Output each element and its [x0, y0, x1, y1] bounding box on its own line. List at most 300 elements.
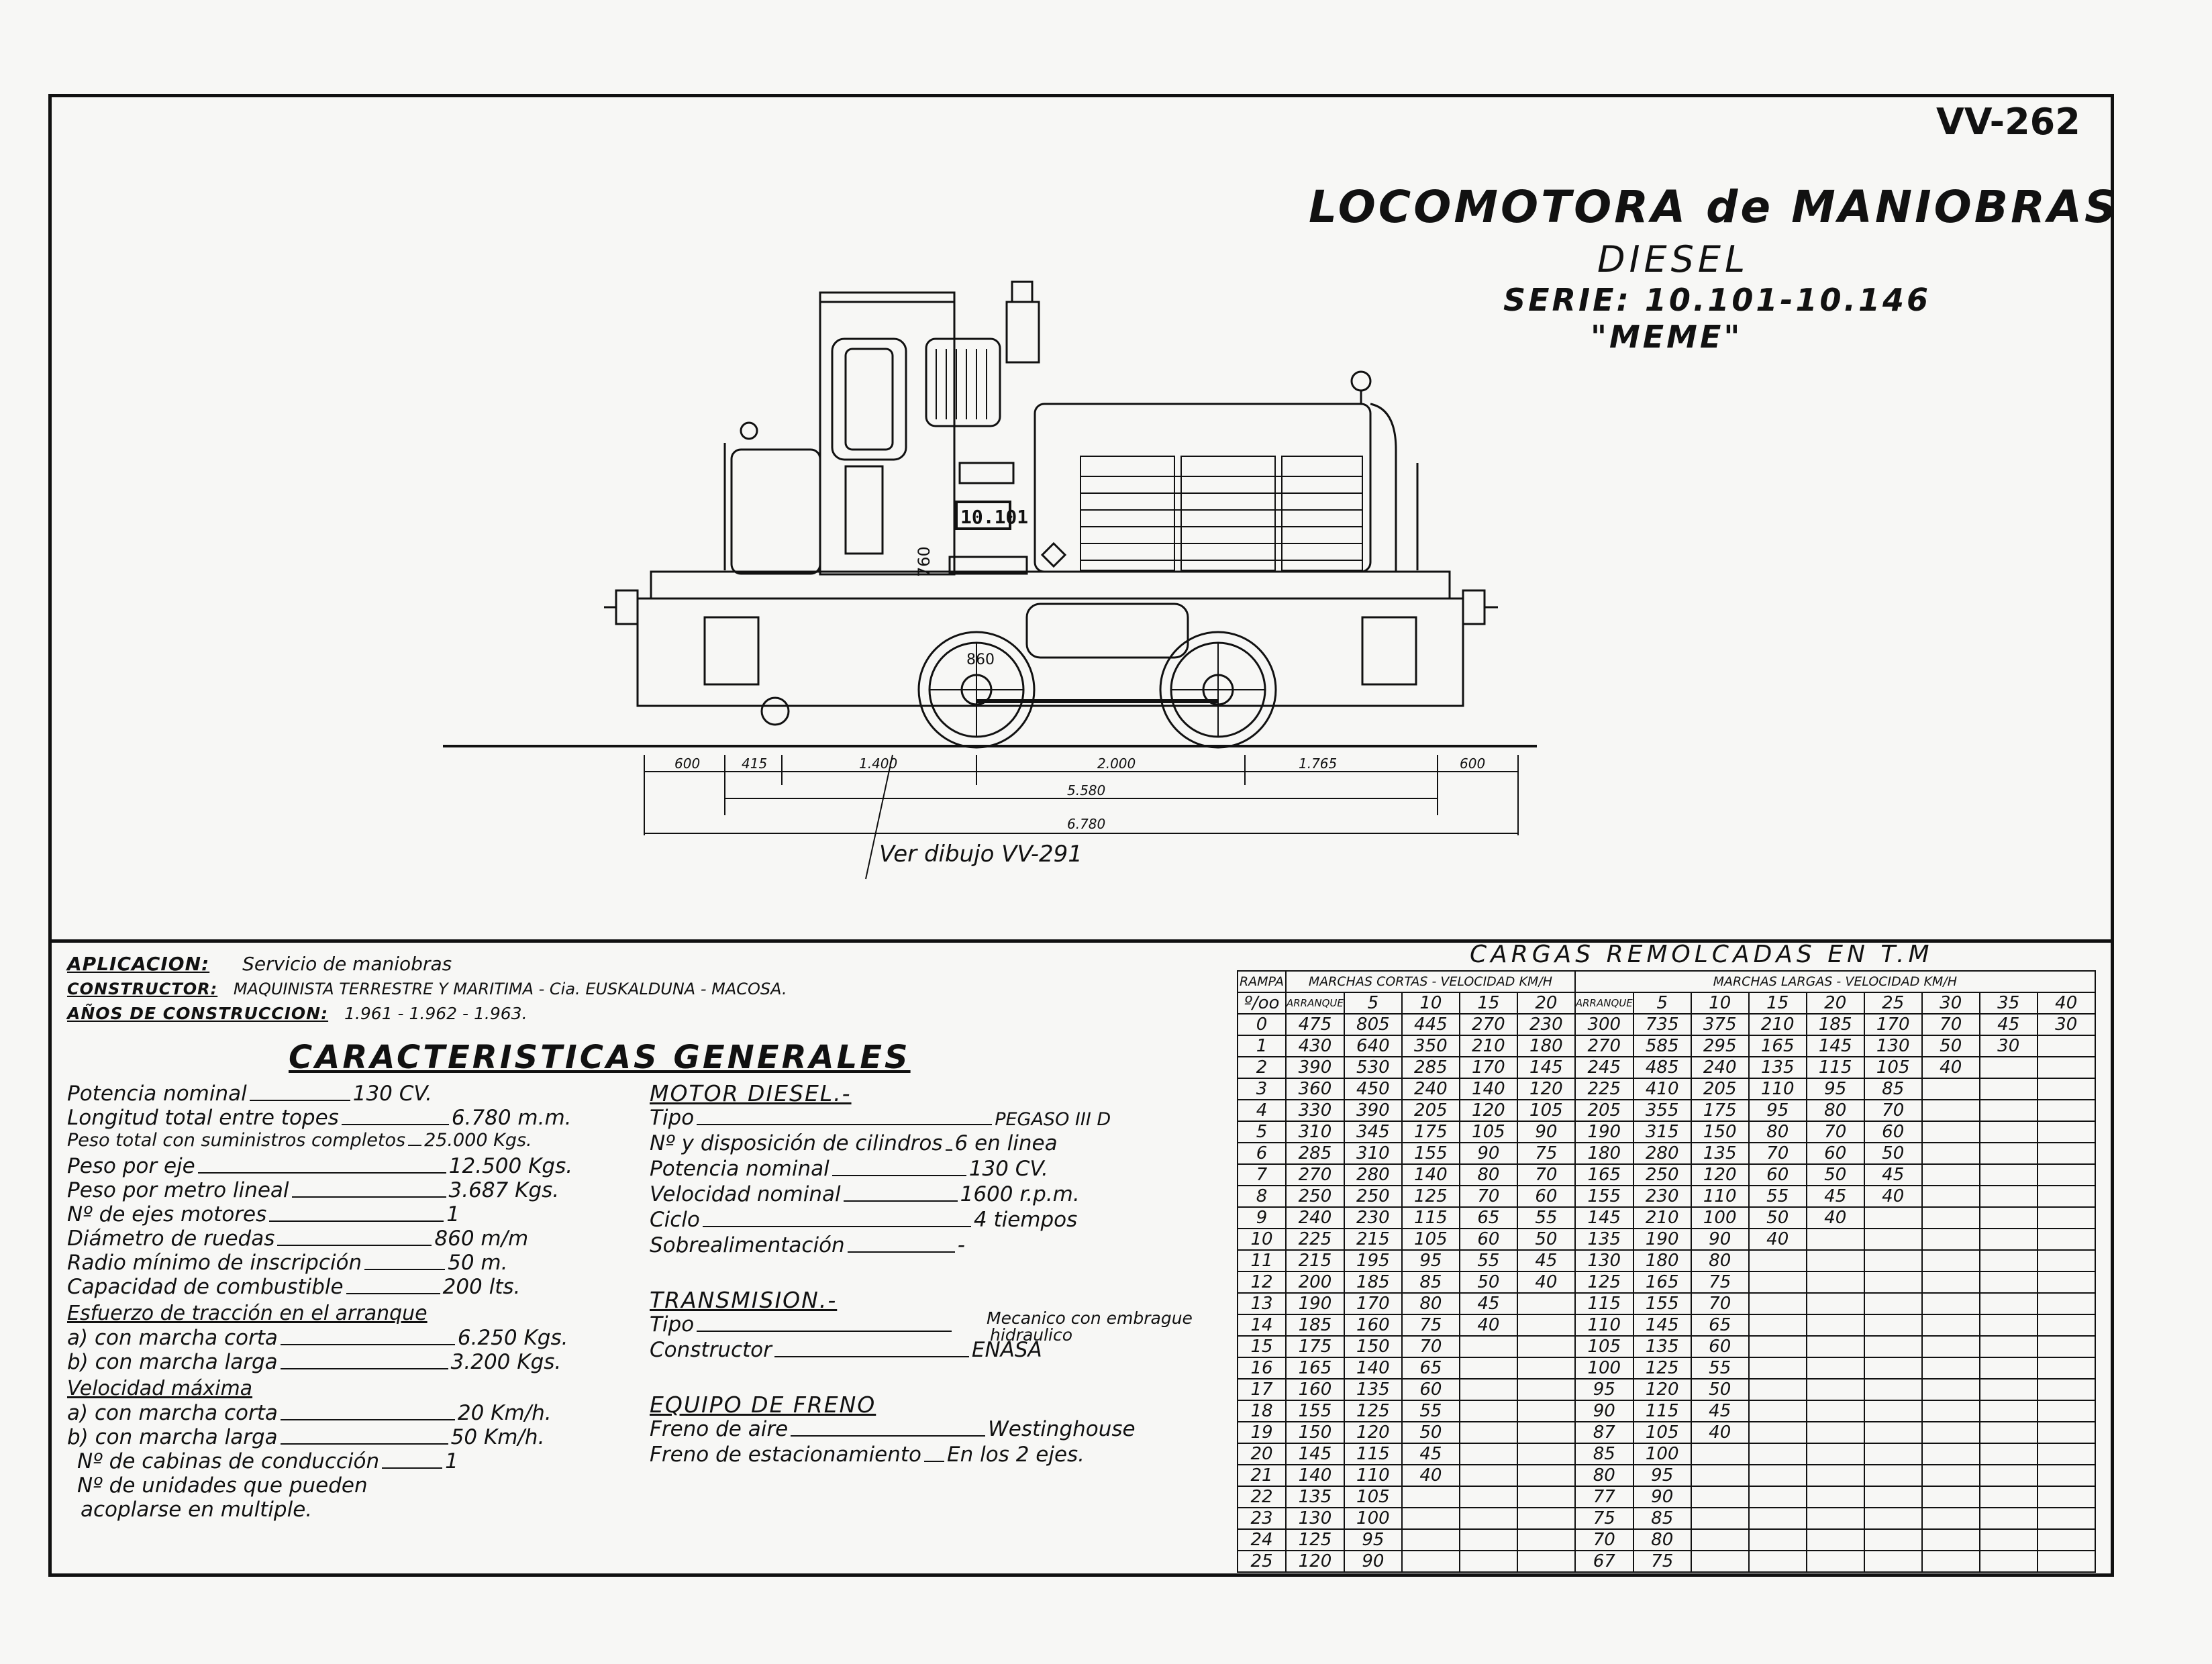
carga-cell: 130 — [1286, 1508, 1344, 1529]
carga-cell: 120 — [1286, 1551, 1344, 1572]
cargas-row — [1238, 1057, 2095, 1078]
cargas-row — [1238, 1336, 2095, 1357]
carga-cell: 85 — [1864, 1078, 1922, 1100]
carga-cell: 40 — [1749, 1229, 1807, 1250]
carga-cell: 90 — [1517, 1121, 1575, 1143]
carga-cell — [1807, 1465, 1864, 1486]
carga-cell — [1922, 1486, 1980, 1508]
carga-cell — [2038, 1271, 2095, 1293]
carga-cell: 130 — [1575, 1250, 1633, 1271]
freno-title: EQUIPO DE FRENO — [650, 1392, 876, 1418]
carga-cell — [1980, 1357, 2038, 1379]
carga-cell — [1749, 1357, 1807, 1379]
carga-cell: 150 — [1691, 1121, 1749, 1143]
rampa-cell: 22 — [1238, 1486, 1286, 1508]
cargas-table — [1237, 970, 2096, 1573]
largas-col-header: 25 — [1864, 992, 1922, 1014]
spec-row: b) con marcha larga 50 Km/h. — [67, 1425, 545, 1449]
carga-cell: 55 — [1460, 1250, 1517, 1271]
rampa-cell: 24 — [1238, 1529, 1286, 1551]
rampa-cell: 4 — [1238, 1100, 1286, 1121]
carga-cell: 90 — [1691, 1229, 1749, 1250]
carga-cell: 375 — [1691, 1014, 1749, 1035]
carga-cell — [1749, 1400, 1807, 1422]
cab-height-label: 760 — [915, 546, 934, 577]
carga-cell: 135 — [1633, 1336, 1691, 1357]
carga-cell — [1980, 1078, 2038, 1100]
carga-cell — [1807, 1443, 1864, 1465]
carga-cell — [1691, 1486, 1749, 1508]
carga-cell: 70 — [1460, 1186, 1517, 1207]
title-series: SERIE: 10.101-10.146 — [1503, 282, 1931, 318]
cargas-row — [1238, 1186, 2095, 1207]
motor-row: Potencia nominal 130 CV. — [650, 1157, 1048, 1181]
cargas-row — [1238, 1250, 2095, 1271]
locomotive-drawing — [436, 255, 1544, 892]
carga-cell — [1691, 1443, 1749, 1465]
aplicacion-value: Servicio de maniobras — [242, 953, 452, 975]
carga-cell: 225 — [1286, 1229, 1344, 1250]
cortas-col-header: 20 — [1517, 992, 1575, 1014]
carga-cell — [1517, 1508, 1575, 1529]
carga-cell — [1517, 1465, 1575, 1486]
carga-cell — [1807, 1529, 1864, 1551]
carga-cell — [1517, 1422, 1575, 1443]
carga-cell: 87 — [1575, 1422, 1633, 1443]
carga-cell — [1402, 1508, 1460, 1529]
carga-cell: 105 — [1517, 1100, 1575, 1121]
rampa-cell: 23 — [1238, 1508, 1286, 1529]
carga-cell: 115 — [1575, 1293, 1633, 1314]
transmision-tipo-value-2: hidraulico — [990, 1325, 1073, 1345]
transmision-tipo-value-1: Mecanico con embrague — [987, 1308, 1193, 1328]
number-plate-text: 10.101 — [960, 506, 1029, 528]
spec-row: Radio mínimo de inscripción 50 m. — [67, 1251, 508, 1275]
largas-col-header: 40 — [2038, 992, 2095, 1014]
carga-cell — [1922, 1186, 1980, 1207]
cargas-row — [1238, 1271, 2095, 1293]
carga-cell — [1980, 1465, 2038, 1486]
multiple-line-2: acoplarse en multiple. — [81, 1498, 313, 1522]
carga-cell: 40 — [1402, 1465, 1460, 1486]
carga-cell: 185 — [1286, 1314, 1344, 1336]
rampa-cell: 25 — [1238, 1551, 1286, 1572]
cortas-label: MARCHAS CORTAS - VELOCIDAD KM/H — [1286, 971, 1575, 992]
carga-cell: 120 — [1460, 1100, 1517, 1121]
carga-cell: 185 — [1807, 1014, 1864, 1035]
carga-cell: 240 — [1691, 1057, 1749, 1078]
cargas-row — [1238, 1207, 2095, 1229]
largas-col-header: 20 — [1807, 992, 1864, 1014]
carga-cell: 110 — [1749, 1078, 1807, 1100]
carga-cell: 140 — [1286, 1465, 1344, 1486]
carga-cell: 175 — [1691, 1100, 1749, 1121]
carga-cell — [1807, 1422, 1864, 1443]
carga-cell — [1749, 1271, 1807, 1293]
carga-cell: 80 — [1807, 1100, 1864, 1121]
cargas-row — [1238, 1078, 2095, 1100]
carga-cell: 75 — [1402, 1314, 1460, 1336]
carga-cell: 250 — [1286, 1186, 1344, 1207]
carga-cell: 55 — [1517, 1207, 1575, 1229]
rampa-cell: 10 — [1238, 1229, 1286, 1250]
drawing-number: VV-262 — [1936, 101, 2080, 143]
carga-cell: 190 — [1633, 1229, 1691, 1250]
carga-cell — [1980, 1443, 2038, 1465]
carga-cell: 125 — [1286, 1529, 1344, 1551]
carga-cell: 170 — [1344, 1293, 1402, 1314]
esfuerzo-title: Esfuerzo de tracción en el arranque — [67, 1302, 428, 1325]
carga-cell: 585 — [1633, 1035, 1691, 1057]
carga-cell: 40 — [1807, 1207, 1864, 1229]
carga-cell: 50 — [1460, 1271, 1517, 1293]
carga-cell: 60 — [1402, 1379, 1460, 1400]
carga-cell — [2038, 1229, 2095, 1250]
carga-cell: 70 — [1691, 1293, 1749, 1314]
carga-cell: 390 — [1344, 1100, 1402, 1121]
carga-cell — [2038, 1250, 2095, 1271]
carga-cell — [1980, 1293, 2038, 1314]
carga-cell — [2038, 1486, 2095, 1508]
carga-cell: 105 — [1344, 1486, 1402, 1508]
carga-cell — [1980, 1100, 2038, 1121]
carga-cell: 105 — [1575, 1336, 1633, 1357]
carga-cell — [1517, 1551, 1575, 1572]
rampa-cell: 11 — [1238, 1250, 1286, 1271]
carga-cell: 115 — [1344, 1443, 1402, 1465]
carga-cell: 345 — [1344, 1121, 1402, 1143]
carga-cell — [1460, 1443, 1517, 1465]
carga-cell — [1691, 1551, 1749, 1572]
carga-cell: 145 — [1517, 1057, 1575, 1078]
carga-cell — [1460, 1400, 1517, 1422]
carga-cell: 45 — [1980, 1014, 2038, 1035]
rampa-cell: 6 — [1238, 1143, 1286, 1164]
info-constructor — [67, 980, 787, 998]
freno-row: Freno de estacionamiento En los 2 ejes. — [650, 1443, 1085, 1467]
carga-cell: 80 — [1575, 1465, 1633, 1486]
carga-cell: 50 — [1402, 1422, 1460, 1443]
carga-cell: 60 — [1460, 1229, 1517, 1250]
carga-cell: 110 — [1691, 1186, 1749, 1207]
carga-cell: 115 — [1633, 1400, 1691, 1422]
carga-cell — [1807, 1357, 1864, 1379]
carga-cell: 40 — [1864, 1186, 1922, 1207]
carga-cell: 390 — [1286, 1057, 1344, 1078]
carga-cell: 445 — [1402, 1014, 1460, 1035]
carga-cell: 45 — [1864, 1164, 1922, 1186]
carga-cell: 60 — [1517, 1186, 1575, 1207]
carga-cell: 40 — [1922, 1057, 1980, 1078]
carga-cell — [1460, 1465, 1517, 1486]
carga-cell: 210 — [1460, 1035, 1517, 1057]
carga-cell: 450 — [1344, 1078, 1402, 1100]
cargas-row — [1238, 1508, 2095, 1529]
carga-cell: 60 — [1807, 1143, 1864, 1164]
dim-600-right: 600 — [1460, 756, 1486, 772]
info-aplicacion — [67, 953, 452, 975]
spec-row: Peso por eje 12.500 Kgs. — [67, 1154, 573, 1178]
carga-cell: 45 — [1517, 1250, 1575, 1271]
anos-label: AÑOS DE CONSTRUCCION: — [67, 1004, 329, 1023]
carga-cell — [1864, 1229, 1922, 1250]
carga-cell: 330 — [1286, 1100, 1344, 1121]
rampa-label: RAMPA — [1238, 971, 1286, 992]
info-anos — [67, 1004, 527, 1023]
carga-cell: 70 — [1807, 1121, 1864, 1143]
carga-cell: 475 — [1286, 1014, 1344, 1035]
carga-cell — [2038, 1529, 2095, 1551]
carga-cell: 30 — [1980, 1035, 2038, 1057]
rampa-cell: 15 — [1238, 1336, 1286, 1357]
carga-cell — [1749, 1486, 1807, 1508]
carga-cell: 67 — [1575, 1551, 1633, 1572]
rampa-cell: 12 — [1238, 1271, 1286, 1293]
carga-cell: 100 — [1344, 1508, 1402, 1529]
carga-cell: 230 — [1517, 1014, 1575, 1035]
largas-col-header: ARRANQUE — [1575, 992, 1633, 1014]
cargas-row — [1238, 1529, 2095, 1551]
carga-cell — [1691, 1529, 1749, 1551]
carga-cell — [2038, 1057, 2095, 1078]
carga-cell — [1460, 1508, 1517, 1529]
carga-cell: 80 — [1633, 1529, 1691, 1551]
carga-cell: 225 — [1575, 1078, 1633, 1100]
cargas-row — [1238, 1486, 2095, 1508]
carga-cell: 310 — [1286, 1121, 1344, 1143]
spec-row: a) con marcha corta 6.250 Kgs. — [67, 1326, 568, 1350]
cargas-header-row — [1238, 971, 2095, 992]
carga-cell: 360 — [1286, 1078, 1344, 1100]
carga-cell: 50 — [1749, 1207, 1807, 1229]
transmision-tipo: Tipo — [650, 1312, 954, 1337]
carga-cell: 170 — [1460, 1057, 1517, 1078]
carga-cell: 70 — [1922, 1014, 1980, 1035]
carga-cell — [1922, 1551, 1980, 1572]
carga-cell: 55 — [1691, 1357, 1749, 1379]
carga-cell — [1922, 1293, 1980, 1314]
carga-cell — [1980, 1422, 2038, 1443]
carga-cell: 295 — [1691, 1035, 1749, 1057]
carga-cell: 140 — [1344, 1357, 1402, 1379]
carga-cell: 155 — [1633, 1293, 1691, 1314]
rampa-cell: 17 — [1238, 1379, 1286, 1400]
carga-cell: 95 — [1575, 1379, 1633, 1400]
carga-cell: 85 — [1402, 1271, 1460, 1293]
carga-cell: 115 — [1402, 1207, 1460, 1229]
carga-cell — [1749, 1250, 1807, 1271]
carga-cell: 50 — [1691, 1379, 1749, 1400]
carga-cell: 60 — [1749, 1164, 1807, 1186]
carga-cell: 180 — [1517, 1035, 1575, 1057]
rampa-cell: 8 — [1238, 1186, 1286, 1207]
anos-value: 1.961 - 1.962 - 1.963. — [344, 1004, 527, 1023]
carga-cell — [1864, 1443, 1922, 1465]
carga-cell: 80 — [1460, 1164, 1517, 1186]
rampa-cell: 13 — [1238, 1293, 1286, 1314]
carga-cell — [2038, 1508, 2095, 1529]
carga-cell: 70 — [1402, 1336, 1460, 1357]
velocidad-title: Velocidad máxima — [67, 1377, 253, 1400]
freno-row: Freno de aire Westinghouse — [650, 1417, 1136, 1441]
carga-cell: 95 — [1402, 1250, 1460, 1271]
carga-cell — [1749, 1529, 1807, 1551]
carga-cell: 50 — [1807, 1164, 1864, 1186]
carga-cell — [1980, 1207, 2038, 1229]
cortas-col-header: ARRANQUE — [1286, 992, 1344, 1014]
caracteristicas-title: CARACTERISTICAS GENERALES — [289, 1039, 911, 1076]
cargas-row — [1238, 1357, 2095, 1379]
cargas-row — [1238, 1143, 2095, 1164]
carga-cell: 430 — [1286, 1035, 1344, 1057]
carga-cell — [1864, 1293, 1922, 1314]
carga-cell — [1864, 1357, 1922, 1379]
carga-cell — [1864, 1422, 1922, 1443]
carga-cell — [2038, 1400, 2095, 1422]
carga-cell: 310 — [1344, 1143, 1402, 1164]
carga-cell — [1807, 1293, 1864, 1314]
carga-cell: 485 — [1633, 1057, 1691, 1078]
spec-row: a) con marcha corta 20 Km/h. — [67, 1401, 552, 1425]
motor-row: Velocidad nominal 1600 r.p.m. — [650, 1182, 1080, 1206]
transmision-title: TRANSMISION.- — [650, 1287, 838, 1313]
carga-cell — [1922, 1207, 1980, 1229]
carga-cell — [1517, 1314, 1575, 1336]
carga-cell — [1980, 1400, 2038, 1422]
carga-cell — [1980, 1529, 2038, 1551]
carga-cell: 210 — [1633, 1207, 1691, 1229]
carga-cell: 55 — [1749, 1186, 1807, 1207]
carga-cell: 205 — [1402, 1100, 1460, 1121]
carga-cell: 145 — [1633, 1314, 1691, 1336]
cortas-col-header: 5 — [1344, 992, 1402, 1014]
carga-cell: 70 — [1517, 1164, 1575, 1186]
cargas-column-row — [1238, 992, 2095, 1014]
carga-cell — [1460, 1529, 1517, 1551]
transmision-constructor: Constructor ENASA — [650, 1338, 1042, 1362]
cortas-col-header: 10 — [1402, 992, 1460, 1014]
carga-cell: 250 — [1344, 1186, 1402, 1207]
spec-row: Diámetro de ruedas 860 m/m — [67, 1227, 529, 1251]
carga-cell — [1460, 1379, 1517, 1400]
carga-cell — [2038, 1293, 2095, 1314]
carga-cell: 240 — [1402, 1078, 1460, 1100]
carga-cell: 165 — [1575, 1164, 1633, 1186]
rampa-cell: 0 — [1238, 1014, 1286, 1035]
carga-cell — [1980, 1314, 2038, 1336]
carga-cell: 120 — [1691, 1164, 1749, 1186]
rampa-cell: 5 — [1238, 1121, 1286, 1143]
carga-cell: 105 — [1402, 1229, 1460, 1250]
carga-cell — [2038, 1443, 2095, 1465]
carga-cell: 190 — [1286, 1293, 1344, 1314]
carga-cell — [1864, 1336, 1922, 1357]
rampa-cell: 16 — [1238, 1357, 1286, 1379]
carga-cell: 70 — [1749, 1143, 1807, 1164]
carga-cell: 155 — [1286, 1400, 1344, 1422]
carga-cell — [1922, 1508, 1980, 1529]
cargas-title: CARGAS REMOLCADAS EN T.M — [1470, 941, 1933, 968]
carga-cell — [1749, 1293, 1807, 1314]
carga-cell — [1922, 1379, 1980, 1400]
carga-cell: 150 — [1286, 1422, 1344, 1443]
rampa-unit: º/oo — [1238, 992, 1286, 1014]
carga-cell — [1517, 1293, 1575, 1314]
carga-cell: 40 — [1691, 1422, 1749, 1443]
carga-cell: 125 — [1402, 1186, 1460, 1207]
carga-cell: 165 — [1633, 1271, 1691, 1293]
carga-cell — [1807, 1271, 1864, 1293]
carga-cell — [1980, 1379, 2038, 1400]
carga-cell — [1460, 1486, 1517, 1508]
carga-cell — [1749, 1422, 1807, 1443]
carga-cell — [2038, 1379, 2095, 1400]
carga-cell: 135 — [1344, 1379, 1402, 1400]
spec-row: Longitud total entre topes 6.780 m.m. — [67, 1106, 572, 1130]
carga-cell: 95 — [1749, 1100, 1807, 1121]
carga-cell: 125 — [1575, 1271, 1633, 1293]
carga-cell: 40 — [1460, 1314, 1517, 1336]
carga-cell — [2038, 1207, 2095, 1229]
carga-cell: 65 — [1691, 1314, 1749, 1336]
carga-cell: 75 — [1633, 1551, 1691, 1572]
carga-cell: 95 — [1344, 1529, 1402, 1551]
cortas-col-header: 15 — [1460, 992, 1517, 1014]
rampa-cell: 19 — [1238, 1422, 1286, 1443]
carga-cell: 70 — [1864, 1100, 1922, 1121]
carga-cell: 530 — [1344, 1057, 1402, 1078]
carga-cell — [1807, 1336, 1864, 1357]
carga-cell: 155 — [1402, 1143, 1460, 1164]
carga-cell — [1922, 1400, 1980, 1422]
carga-cell: 77 — [1575, 1486, 1633, 1508]
cargas-row — [1238, 1551, 2095, 1572]
carga-cell — [1402, 1486, 1460, 1508]
carga-cell — [2038, 1143, 2095, 1164]
carga-cell: 190 — [1575, 1121, 1633, 1143]
carga-cell: 300 — [1575, 1014, 1633, 1035]
carga-cell: 180 — [1633, 1250, 1691, 1271]
largas-label: MARCHAS LARGAS - VELOCIDAD KM/H — [1575, 971, 2095, 992]
carga-cell: 160 — [1286, 1379, 1344, 1400]
carga-cell: 85 — [1575, 1443, 1633, 1465]
carga-cell: 135 — [1286, 1486, 1344, 1508]
carga-cell — [1807, 1486, 1864, 1508]
carga-cell: 75 — [1517, 1143, 1575, 1164]
carga-cell: 160 — [1344, 1314, 1402, 1336]
carga-cell — [1517, 1529, 1575, 1551]
carga-cell: 270 — [1286, 1164, 1344, 1186]
title-line-1: LOCOMOTORA de MANIOBRAS — [1309, 181, 2119, 233]
carga-cell — [1517, 1400, 1575, 1422]
dim-overall: 6.780 — [1067, 816, 1106, 832]
carga-cell: 40 — [1517, 1271, 1575, 1293]
carga-cell: 135 — [1575, 1229, 1633, 1250]
carga-cell: 155 — [1575, 1186, 1633, 1207]
spec-row: Peso por metro lineal 3.687 Kgs. — [67, 1178, 560, 1202]
carga-cell — [1460, 1336, 1517, 1357]
largas-col-header: 10 — [1691, 992, 1749, 1014]
carga-cell — [1922, 1143, 1980, 1164]
dim-2000: 2.000 — [1097, 756, 1136, 772]
carga-cell — [1460, 1422, 1517, 1443]
carga-cell: 640 — [1344, 1035, 1402, 1057]
carga-cell: 80 — [1691, 1250, 1749, 1271]
rampa-cell: 21 — [1238, 1465, 1286, 1486]
carga-cell: 205 — [1575, 1100, 1633, 1121]
carga-cell — [1980, 1229, 2038, 1250]
carga-cell — [1402, 1529, 1460, 1551]
